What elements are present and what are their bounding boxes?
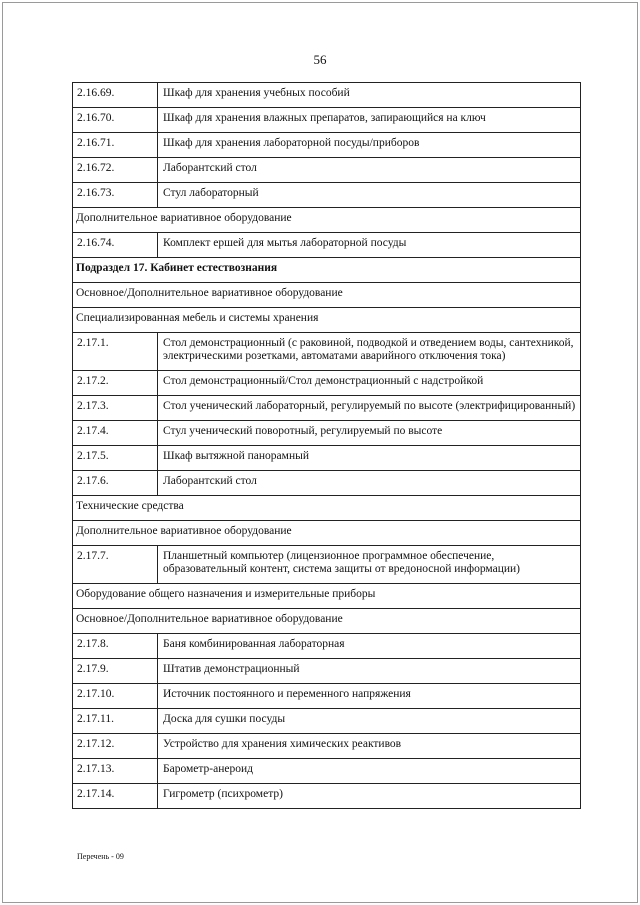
- table-row: [73, 396, 581, 421]
- item-number: 2.17.13.: [73, 759, 158, 784]
- section-heading: Основное/Дополнительное вариативное оборудование: [73, 283, 581, 308]
- item-number: 2.16.70.: [73, 108, 158, 133]
- item-number: 2.17.10.: [73, 684, 158, 709]
- footer-label: Перечень - 09: [77, 852, 124, 861]
- item-number: 2.16.69.: [73, 83, 158, 108]
- section-heading: Технические средства: [73, 496, 581, 521]
- item-number: 2.17.12.: [73, 734, 158, 759]
- item-number: 2.17.5.: [73, 446, 158, 471]
- table-row: [73, 421, 581, 446]
- item-number: 2.17.4.: [73, 421, 158, 446]
- item-description: Стол ученический лабораторный, регулируемый по высоте (электрифицированный): [158, 396, 581, 421]
- table-section-row: [73, 258, 581, 283]
- table-row: [73, 371, 581, 396]
- item-number: 2.16.72.: [73, 158, 158, 183]
- table-row: [73, 784, 581, 809]
- item-number: 2.17.6.: [73, 471, 158, 496]
- table-section-row: [73, 496, 581, 521]
- table-section-row: [73, 584, 581, 609]
- item-number: 2.17.8.: [73, 634, 158, 659]
- item-description: Источник постоянного и переменного напряжения: [158, 684, 581, 709]
- table-section-row: [73, 609, 581, 634]
- item-description: Баня комбинированная лабораторная: [158, 634, 581, 659]
- item-description: Гигрометр (психрометр): [158, 784, 581, 809]
- item-description: Устройство для хранения химических реактивов: [158, 734, 581, 759]
- section-heading: Оборудование общего назначения и измерительные приборы: [73, 584, 581, 609]
- table-row: [73, 659, 581, 684]
- page-number: 56: [313, 52, 327, 67]
- item-description: Стол демонстрационный/Стол демонстрационный с надстройкой: [158, 371, 581, 396]
- table-row: [73, 546, 581, 584]
- table-row: [73, 183, 581, 208]
- item-description: Доска для сушки посуды: [158, 709, 581, 734]
- table-row: [73, 133, 581, 158]
- item-description: Барометр-анероид: [158, 759, 581, 784]
- item-number: 2.17.11.: [73, 709, 158, 734]
- table-section-row: [73, 208, 581, 233]
- item-description: Лаборантский стол: [158, 471, 581, 496]
- table-section-row: [73, 521, 581, 546]
- table-row: [73, 333, 581, 371]
- subsection-heading: Подраздел 17. Кабинет естествознания: [73, 258, 581, 283]
- item-number: 2.17.3.: [73, 396, 158, 421]
- item-description: Стол демонстрационный (с раковиной, подводкой и отведением воды, сантехникой, электрическими розетками, автоматами аварийного отключения тока): [158, 333, 581, 371]
- table-row: [73, 108, 581, 133]
- item-description: Комплект ершей для мытья лабораторной посуды: [158, 233, 581, 258]
- item-number: 2.16.73.: [73, 183, 158, 208]
- item-number: 2.17.1.: [73, 333, 158, 371]
- item-number: 2.16.74.: [73, 233, 158, 258]
- section-heading: Специализированная мебель и системы хранения: [73, 308, 581, 333]
- item-description: Шкаф для хранения учебных пособий: [158, 83, 581, 108]
- table-row: [73, 471, 581, 496]
- section-heading: Дополнительное вариативное оборудование: [73, 208, 581, 233]
- table-section-row: [73, 283, 581, 308]
- table-row: [73, 684, 581, 709]
- item-description: Лаборантский стол: [158, 158, 581, 183]
- table-row: [73, 158, 581, 183]
- table-row: [73, 83, 581, 108]
- item-number: 2.17.7.: [73, 546, 158, 584]
- section-heading: Дополнительное вариативное оборудование: [73, 521, 581, 546]
- table-row: [73, 233, 581, 258]
- item-number: 2.17.2.: [73, 371, 158, 396]
- table-section-row: [73, 308, 581, 333]
- table-row: [73, 634, 581, 659]
- item-description: Штатив демонстрационный: [158, 659, 581, 684]
- table-row: [73, 446, 581, 471]
- table-row: [73, 709, 581, 734]
- item-description: Шкаф для хранения лабораторной посуды/приборов: [158, 133, 581, 158]
- section-heading: Основное/Дополнительное вариативное оборудование: [73, 609, 581, 634]
- item-number: 2.17.9.: [73, 659, 158, 684]
- item-number: 2.17.14.: [73, 784, 158, 809]
- table-row: [73, 734, 581, 759]
- table-row: [73, 759, 581, 784]
- item-description: Планшетный компьютер (лицензионное программное обеспечение, образовательный контент, система защиты от вредоносной информации): [158, 546, 581, 584]
- item-description: Стул ученический поворотный, регулируемый по высоте: [158, 421, 581, 446]
- equipment-table: [72, 82, 581, 809]
- item-description: Стул лабораторный: [158, 183, 581, 208]
- item-description: Шкаф для хранения влажных препаратов, запирающийся на ключ: [158, 108, 581, 133]
- item-description: Шкаф вытяжной панорамный: [158, 446, 581, 471]
- item-number: 2.16.71.: [73, 133, 158, 158]
